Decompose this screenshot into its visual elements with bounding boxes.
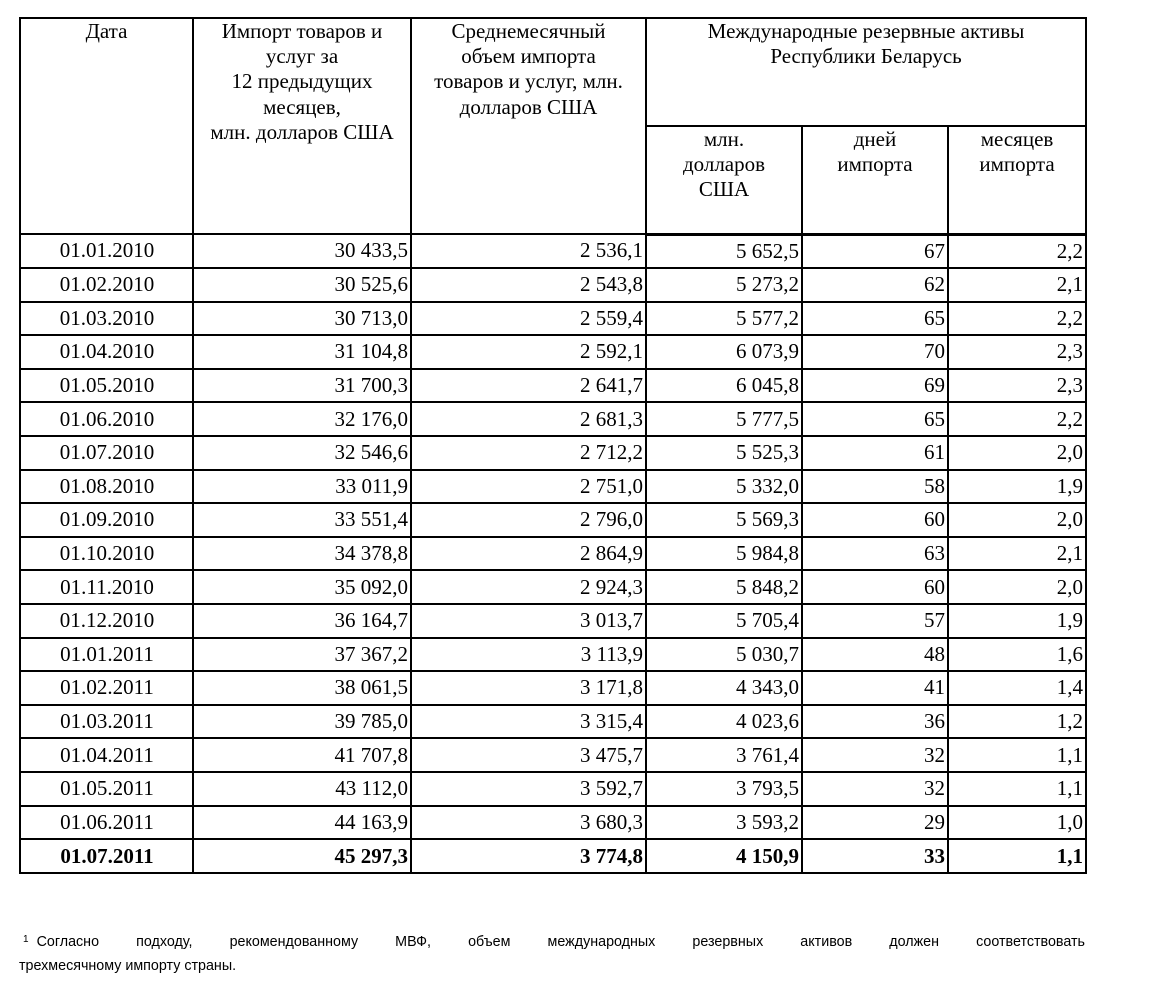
cell-reserves-usd: 4 150,9: [646, 839, 802, 873]
cell-reserves-months: 2,2: [948, 402, 1086, 436]
cell-import-12-months: 35 092,0: [193, 570, 411, 604]
header-reserves-months: месяцев импорта: [948, 126, 1086, 234]
cell-avg-monthly-import: 3 113,9: [411, 638, 646, 672]
header-import-12-months: Импорт товаров и услуг за 12 предыдущих месяцев, млн. долларов США: [193, 18, 411, 234]
cell-reserves-days: 65: [802, 302, 948, 336]
table-row: [20, 302, 1086, 336]
cell-reserves-months: 1,2: [948, 705, 1086, 739]
cell-avg-monthly-import: 2 536,1: [411, 234, 646, 268]
cell-date: 01.09.2010: [20, 503, 193, 537]
table-row: [20, 234, 1086, 268]
reserves-table-container: [19, 17, 1085, 874]
cell-reserves-usd: 5 030,7: [646, 638, 802, 672]
header-date: Дата: [20, 18, 193, 234]
cell-reserves-usd: 4 343,0: [646, 671, 802, 705]
header-reserves-usd: млн. долларов США: [646, 126, 802, 234]
cell-reserves-months: 2,2: [948, 234, 1086, 268]
table-row: [20, 772, 1086, 806]
cell-reserves-usd: 5 525,3: [646, 436, 802, 470]
cell-import-12-months: 33 551,4: [193, 503, 411, 537]
table-row: [20, 638, 1086, 672]
cell-reserves-months: 2,0: [948, 436, 1086, 470]
table-row: [20, 436, 1086, 470]
cell-date: 01.03.2010: [20, 302, 193, 336]
cell-reserves-months: 2,1: [948, 537, 1086, 571]
cell-import-12-months: 36 164,7: [193, 604, 411, 638]
cell-reserves-months: 2,0: [948, 570, 1086, 604]
cell-avg-monthly-import: 2 559,4: [411, 302, 646, 336]
cell-reserves-usd: 5 705,4: [646, 604, 802, 638]
cell-reserves-usd: 5 332,0: [646, 470, 802, 504]
cell-import-12-months: 43 112,0: [193, 772, 411, 806]
table-row: [20, 705, 1086, 739]
cell-avg-monthly-import: 3 774,8: [411, 839, 646, 873]
cell-reserves-days: 36: [802, 705, 948, 739]
cell-import-12-months: 30 433,5: [193, 234, 411, 268]
footnote-text-1: Согласно подходу, рекомендованному МВФ, объем международных резервных активов должен соответствовать: [36, 934, 1085, 950]
table-row: [20, 839, 1086, 873]
cell-reserves-days: 61: [802, 436, 948, 470]
header-avg-monthly-import: Среднемесячный объем импорта товаров и услуг, млн. долларов США: [411, 18, 646, 234]
cell-date: 01.03.2011: [20, 705, 193, 739]
cell-reserves-usd: 5 273,2: [646, 268, 802, 302]
cell-reserves-months: 1,9: [948, 470, 1086, 504]
cell-date: 01.12.2010: [20, 604, 193, 638]
reserves-table: [19, 17, 1087, 874]
table-row: [20, 268, 1086, 302]
cell-reserves-months: 1,1: [948, 772, 1086, 806]
cell-reserves-usd: 5 984,8: [646, 537, 802, 571]
cell-avg-monthly-import: 2 864,9: [411, 537, 646, 571]
table-row: [20, 671, 1086, 705]
cell-reserves-days: 41: [802, 671, 948, 705]
cell-import-12-months: 30 713,0: [193, 302, 411, 336]
cell-date: 01.07.2010: [20, 436, 193, 470]
cell-reserves-months: 1,4: [948, 671, 1086, 705]
cell-reserves-months: 1,1: [948, 738, 1086, 772]
cell-reserves-usd: 3 761,4: [646, 738, 802, 772]
cell-reserves-usd: 3 593,2: [646, 806, 802, 840]
table-row: [20, 470, 1086, 504]
cell-reserves-months: 1,1: [948, 839, 1086, 873]
table-row: [20, 604, 1086, 638]
cell-reserves-days: 62: [802, 268, 948, 302]
cell-avg-monthly-import: 3 592,7: [411, 772, 646, 806]
cell-avg-monthly-import: 3 680,3: [411, 806, 646, 840]
cell-import-12-months: 39 785,0: [193, 705, 411, 739]
footnote-mark: 1: [23, 934, 29, 945]
cell-date: 01.08.2010: [20, 470, 193, 504]
cell-avg-monthly-import: 3 171,8: [411, 671, 646, 705]
cell-import-12-months: 38 061,5: [193, 671, 411, 705]
cell-date: 01.04.2010: [20, 335, 193, 369]
cell-date: 01.07.2011: [20, 839, 193, 873]
cell-import-12-months: 37 367,2: [193, 638, 411, 672]
cell-reserves-months: 1,0: [948, 806, 1086, 840]
cell-reserves-usd: 5 652,5: [646, 234, 802, 268]
cell-reserves-days: 32: [802, 738, 948, 772]
cell-import-12-months: 44 163,9: [193, 806, 411, 840]
footnote-line-1: [19, 930, 1085, 954]
cell-date: 01.11.2010: [20, 570, 193, 604]
cell-avg-monthly-import: 2 592,1: [411, 335, 646, 369]
cell-reserves-months: 2,3: [948, 369, 1086, 403]
cell-reserves-days: 33: [802, 839, 948, 873]
cell-reserves-usd: 6 045,8: [646, 369, 802, 403]
cell-reserves-usd: 5 848,2: [646, 570, 802, 604]
cell-import-12-months: 45 297,3: [193, 839, 411, 873]
cell-date: 01.02.2010: [20, 268, 193, 302]
cell-import-12-months: 31 700,3: [193, 369, 411, 403]
cell-reserves-months: 2,3: [948, 335, 1086, 369]
cell-import-12-months: 32 546,6: [193, 436, 411, 470]
cell-reserves-days: 60: [802, 570, 948, 604]
header-reserves-group: Международные резервные активы Республики Беларусь: [646, 18, 1086, 126]
cell-reserves-months: 1,9: [948, 604, 1086, 638]
cell-reserves-days: 63: [802, 537, 948, 571]
cell-reserves-days: 58: [802, 470, 948, 504]
cell-date: 01.10.2010: [20, 537, 193, 571]
cell-reserves-months: 2,0: [948, 503, 1086, 537]
cell-import-12-months: 32 176,0: [193, 402, 411, 436]
cell-reserves-months: 2,2: [948, 302, 1086, 336]
cell-reserves-days: 69: [802, 369, 948, 403]
cell-avg-monthly-import: 3 013,7: [411, 604, 646, 638]
cell-date: 01.02.2011: [20, 671, 193, 705]
reserves-table-body: [20, 234, 1086, 873]
table-row: [20, 503, 1086, 537]
table-row: [20, 738, 1086, 772]
cell-import-12-months: 30 525,6: [193, 268, 411, 302]
cell-reserves-usd: 5 569,3: [646, 503, 802, 537]
cell-date: 01.01.2011: [20, 638, 193, 672]
cell-reserves-days: 67: [802, 234, 948, 268]
cell-avg-monthly-import: 2 751,0: [411, 470, 646, 504]
cell-date: 01.05.2011: [20, 772, 193, 806]
cell-reserves-usd: 6 073,9: [646, 335, 802, 369]
cell-avg-monthly-import: 2 681,3: [411, 402, 646, 436]
cell-avg-monthly-import: 3 475,7: [411, 738, 646, 772]
table-row: [20, 806, 1086, 840]
cell-avg-monthly-import: 2 796,0: [411, 503, 646, 537]
cell-reserves-months: 2,1: [948, 268, 1086, 302]
cell-reserves-days: 60: [802, 503, 948, 537]
table-row: [20, 570, 1086, 604]
header-reserves-days: дней импорта: [802, 126, 948, 234]
cell-avg-monthly-import: 2 712,2: [411, 436, 646, 470]
cell-reserves-days: 32: [802, 772, 948, 806]
cell-import-12-months: 33 011,9: [193, 470, 411, 504]
cell-reserves-days: 29: [802, 806, 948, 840]
footnote-line-2: трехмесячному импорту страны.: [19, 958, 237, 974]
cell-avg-monthly-import: 3 315,4: [411, 705, 646, 739]
cell-reserves-days: 70: [802, 335, 948, 369]
table-row: [20, 335, 1086, 369]
cell-date: 01.01.2010: [20, 234, 193, 268]
cell-import-12-months: 34 378,8: [193, 537, 411, 571]
cell-reserves-usd: 3 793,5: [646, 772, 802, 806]
cell-reserves-usd: 5 777,5: [646, 402, 802, 436]
table-row: [20, 369, 1086, 403]
cell-avg-monthly-import: 2 543,8: [411, 268, 646, 302]
table-row: [20, 537, 1086, 571]
cell-reserves-days: 65: [802, 402, 948, 436]
cell-date: 01.06.2010: [20, 402, 193, 436]
cell-import-12-months: 41 707,8: [193, 738, 411, 772]
cell-reserves-usd: 5 577,2: [646, 302, 802, 336]
footnote: [19, 930, 1085, 978]
cell-avg-monthly-import: 2 641,7: [411, 369, 646, 403]
cell-reserves-days: 57: [802, 604, 948, 638]
cell-date: 01.04.2011: [20, 738, 193, 772]
cell-date: 01.06.2011: [20, 806, 193, 840]
cell-avg-monthly-import: 2 924,3: [411, 570, 646, 604]
table-row: [20, 402, 1086, 436]
cell-date: 01.05.2010: [20, 369, 193, 403]
cell-reserves-months: 1,6: [948, 638, 1086, 672]
cell-reserves-usd: 4 023,6: [646, 705, 802, 739]
cell-reserves-days: 48: [802, 638, 948, 672]
cell-import-12-months: 31 104,8: [193, 335, 411, 369]
